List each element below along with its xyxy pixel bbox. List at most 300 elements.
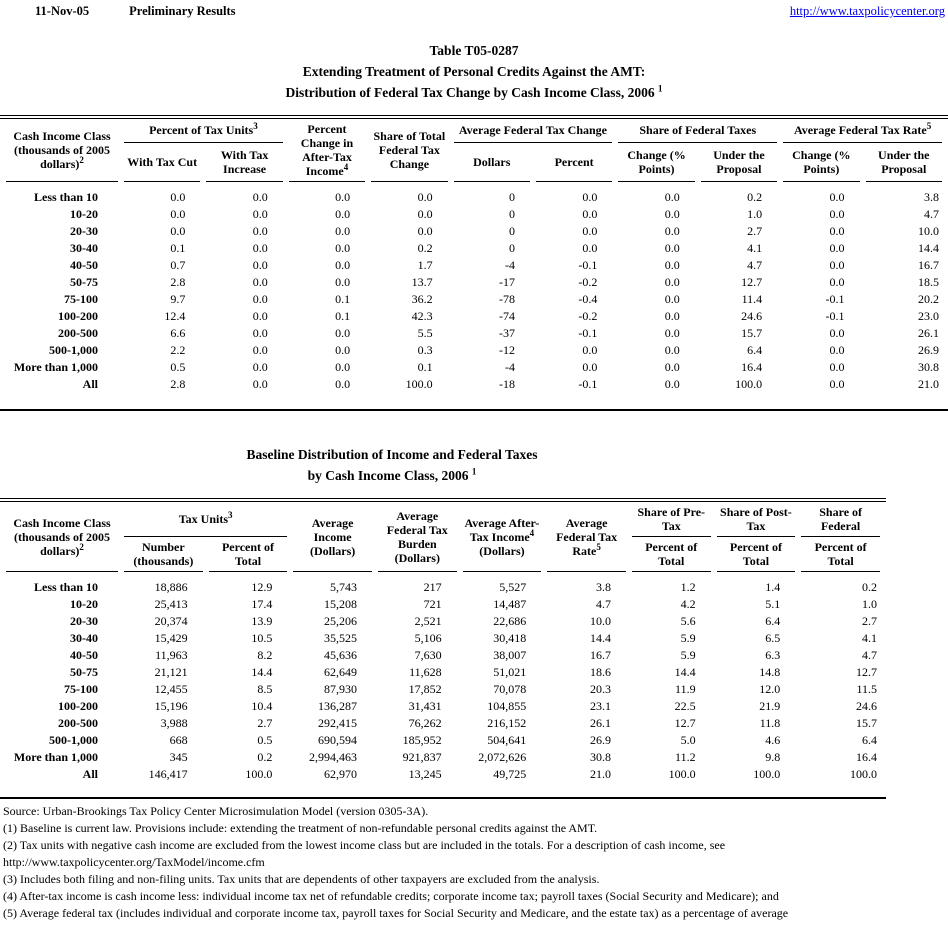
table-row [6,732,880,749]
table-row [6,681,880,698]
row-label: All [82,377,98,391]
table-title-line3: Distribution of Federal Tax Change by Cash Income Class, 2006 $^1$ [285,83,663,100]
data-cell: 0.0 [664,309,680,323]
data-cell: 4.7 [595,597,611,611]
col-header-average-federal-tax-rate: Average Federal Tax Rate$^5$ [547,502,626,572]
footnote-ref-4: 4 [529,527,535,538]
data-cell: -37 [498,326,515,340]
data-cell: 100.0 [245,767,273,781]
data-cell: 11.2 [675,750,696,764]
row-label: 50-75 [70,275,98,289]
taxpolicycenter-link[interactable]: http://www.taxpolicycenter.org [789,4,945,18]
data-cell: 26.9 [918,343,939,357]
data-cell: 45,636 [323,648,357,662]
data-cell: 0.0 [829,377,845,391]
table-row [6,291,942,308]
data-cell: 0.0 [335,258,351,272]
table-number: Table T05-0287 [429,43,519,58]
data-cell: 0.0 [582,207,598,221]
data-cell: 87,930 [323,682,357,696]
row-label: 20-30 [70,614,98,628]
data-cell: 217 [423,580,442,594]
data-cell: 0.1 [335,292,351,306]
data-cell: 0.5 [170,360,186,374]
data-cell: 0.0 [252,360,268,374]
data-cell: 8.5 [257,682,273,696]
data-cell: 2,072,626 [478,750,527,764]
row-label: 40-50 [70,258,98,272]
data-cell: 100.0 [735,377,763,391]
data-cell: 136,287 [317,699,357,713]
table-row [6,630,880,647]
table2-title-line2: by Cash Income Class, 2006 $^1$ [307,466,477,483]
data-cell: -0.1 [825,292,845,306]
data-cell: -17 [498,275,515,289]
status-label: Preliminary Results [129,4,236,18]
col-group-share-of-federal: Share of Federal [801,502,880,537]
col-group-share-of-federal-taxes: Share of Federal Taxes [618,119,777,143]
col-header-pct-change-after-tax-income: Percent Change in After-Tax Income$^4$ [289,119,365,182]
data-cell: 1.7 [417,258,433,272]
data-cell: 10.0 [918,224,939,238]
data-cell: 5,527 [499,580,527,594]
data-cell: 6.4 [862,733,877,747]
data-cell: 0.0 [252,258,268,272]
data-cell: 0.0 [664,326,680,340]
col-header-with-tax-increase: With Tax Increase [206,143,282,182]
col-header-under-the-proposal: Under the Proposal [701,143,777,182]
data-cell: 26.1 [589,716,611,730]
data-cell: 30,418 [493,631,527,645]
baseline-distribution-table [0,498,886,783]
data-cell: 0.0 [417,207,433,221]
data-cell: 62,649 [323,665,357,679]
row-label: 30-40 [70,631,98,645]
col-group-average-federal-tax-rate: Average Federal Tax Rate$^5$ [783,119,942,143]
data-cell: 0.0 [335,377,351,391]
row-label: Less than 10 [33,580,98,594]
footnote-ref-1: 1 [471,466,477,477]
col-header-average-after-tax-income: Average After-Tax Income$^4$ (Dollars) [463,502,542,572]
data-cell: 0.0 [252,190,268,204]
data-cell: 62,970 [323,767,357,781]
data-cell: 15,196 [154,699,188,713]
table1-bottom-rule [0,409,948,411]
col-header-percent-of-total: Percent of Total [209,537,288,572]
col-header-with-tax-cut: With Tax Cut [124,143,200,182]
data-cell: 16.7 [918,258,939,272]
data-cell: 0.2 [257,750,273,764]
data-cell: 0.0 [582,224,598,238]
page-header [0,0,948,19]
data-cell: 0.0 [170,207,186,221]
col-header-share-of-total-change: Share of Total Federal Tax Change [371,119,447,182]
data-cell: 13.9 [251,614,273,628]
data-cell: 3.8 [924,190,939,204]
data-cell: 690,594 [317,733,357,747]
data-cell: 2,994,463 [308,750,357,764]
data-cell: 6.6 [170,326,186,340]
row-label: Less than 10 [33,190,98,204]
data-cell: 10.5 [251,631,273,645]
table-row [6,257,942,274]
table-row [6,274,942,291]
data-cell: 292,415 [317,716,357,730]
table-row [6,325,942,342]
data-cell: 6.3 [765,648,781,662]
data-cell: 3.8 [595,580,611,594]
data-cell: 0.0 [252,292,268,306]
data-cell: 4.7 [747,258,763,272]
data-cell: 0.0 [170,224,186,238]
data-cell: 35,525 [323,631,357,645]
data-cell: 2.2 [170,343,186,357]
footnote-ref-2: 2 [79,155,84,165]
data-cell: 22,686 [493,614,527,628]
data-cell: 0.0 [252,275,268,289]
data-cell: 23.0 [918,309,939,323]
data-cell: 0.0 [829,360,845,374]
data-cell: 0.0 [829,343,845,357]
table-row [6,647,880,664]
data-cell: 13,245 [408,767,442,781]
data-cell: 6.5 [765,631,781,645]
data-cell: 8.2 [257,648,273,662]
data-cell: 12.9 [251,580,273,594]
col-header-average-income: Average Income (Dollars) [293,502,372,572]
col-header-percent-of-total: Percent of Total [801,537,880,572]
data-cell: -18 [498,377,515,391]
footnote-1: (1) Baseline is current law. Provisions include: extending the treatment of non-refundable personal credits against the AMT. [3,821,598,835]
footnote-ref-1: 1 [657,83,663,94]
data-cell: -74 [498,309,515,323]
data-cell: 14,487 [493,597,527,611]
data-cell: 100.0 [850,767,877,781]
data-cell: 18.5 [918,275,939,289]
data-cell: 15.7 [856,716,877,730]
table-row [6,308,942,325]
table-row [6,240,942,257]
table-row [6,596,880,613]
data-cell: 11.5 [856,682,877,696]
data-cell: 1.2 [680,580,696,594]
table2-title-line1: Baseline Distribution of Income and Federal Taxes [246,447,538,462]
data-cell: 0.1 [417,360,433,374]
data-cell: 0.0 [829,241,845,255]
table-row [6,749,880,766]
footnote-ref-5: 5 [596,541,601,552]
row-label: 100-200 [58,699,98,713]
data-cell: 21.9 [759,699,781,713]
data-cell: 0.0 [335,326,351,340]
data-cell: 0.0 [252,377,268,391]
data-cell: 13.7 [411,275,433,289]
row-label: 200-500 [58,326,98,340]
data-cell: 9.7 [170,292,186,306]
data-cell: 23.1 [589,699,611,713]
data-cell: 11.9 [675,682,696,696]
data-cell: 0.0 [664,343,680,357]
row-label: 500-1,000 [49,733,98,747]
data-cell: 15.7 [741,326,763,340]
data-cell: 20.3 [589,682,611,696]
footnote-2: (2) Tax units with negative cash income are excluded from the lowest income class but are included in the totals. For a description of cash income, see [3,838,726,852]
data-cell: 12.7 [856,665,877,679]
col-header-cash-income-class: Cash Income Class (thousands of 2005 dollars)$^2$ [6,119,118,182]
row-label: 50-75 [70,665,98,679]
data-cell: 51,021 [493,665,527,679]
data-cell: 504,641 [487,733,527,747]
data-cell: 4.6 [765,733,781,747]
data-cell: 2.8 [170,275,186,289]
row-label: 75-100 [64,292,98,306]
data-cell: 18,886 [154,580,188,594]
footnote-ref-3: 3 [228,510,233,520]
table1-title [0,40,948,103]
row-label: 500-1,000 [49,343,98,357]
table-row [6,182,942,206]
data-cell: 21.0 [589,767,611,781]
data-cell: -0.1 [825,309,845,323]
data-cell: 11.8 [759,716,781,730]
data-cell: 16.4 [856,750,877,764]
data-cell: 0.0 [582,241,598,255]
footnote-ref-5: 5 [926,121,932,132]
data-cell: 0.0 [252,343,268,357]
footnote-3: (3) Includes both filing and non-filing units. Tax units that are dependents of other taxpayers are excluded from the analysis. [3,872,600,886]
table-row [6,715,880,732]
data-cell: -0.1 [578,326,598,340]
data-cell: 0.0 [829,326,845,340]
data-cell: -0.1 [578,258,598,272]
data-cell: 4.1 [747,241,763,255]
data-cell: 2.7 [747,224,763,238]
data-cell: 5,743 [329,580,357,594]
data-cell: 10.4 [251,699,273,713]
data-cell: 25,413 [154,597,188,611]
data-cell: 30.8 [589,750,611,764]
data-cell: 9.8 [765,750,781,764]
data-cell: 20.2 [918,292,939,306]
data-cell: 0.0 [252,326,268,340]
data-cell: 0.0 [252,309,268,323]
data-cell: 0.0 [664,292,680,306]
data-cell: 30.8 [918,360,939,374]
row-label: 10-20 [70,207,98,221]
data-cell: 20,374 [154,614,188,628]
data-cell: 21,121 [154,665,188,679]
data-cell: 22.5 [674,699,696,713]
data-cell: 216,152 [487,716,527,730]
data-cell: 0.0 [252,224,268,238]
col-header-change-points: Change (% Points) [783,143,859,182]
data-cell: 0.0 [170,190,186,204]
data-cell: 0.0 [335,275,351,289]
footnote-ref-4: 4 [343,162,349,172]
col-header-dollars: Dollars [454,143,530,182]
data-cell: 10.0 [589,614,611,628]
data-cell: 100.0 [753,767,781,781]
data-cell: 2.8 [170,377,186,391]
data-cell: 5.1 [765,597,781,611]
data-cell: 0 [508,190,515,204]
footnote-5: (5) Average federal tax (includes individual and corporate income tax, payroll taxes for Social Security and Medicare, and the estate tax) as a percentage of average [3,906,789,920]
data-cell: 21.0 [918,377,939,391]
data-cell: 0.2 [747,190,763,204]
data-cell: 0.0 [664,224,680,238]
data-cell: 26.1 [918,326,939,340]
data-cell: 0.0 [829,275,845,289]
data-cell: 0.0 [664,190,680,204]
data-cell: 24.6 [856,699,877,713]
data-cell: 5.0 [680,733,696,747]
row-label: More than 1,000 [13,360,98,374]
data-cell: 0.0 [252,207,268,221]
footnote-2-url: http://www.taxpolicycenter.org/TaxModel/income.cfm [3,855,265,869]
data-cell: 0.0 [582,190,598,204]
data-cell: 0.0 [664,241,680,255]
table-row [6,359,942,376]
table2-title [0,444,784,486]
footnote-ref-3: 3 [253,121,258,132]
footnotes [0,803,948,922]
data-cell: -4 [504,258,515,272]
footnote-4: (4) After-tax income is cash income less: individual income tax net of refundable credits; corporate income tax; payroll taxes (Social Security and Medicare); and [3,889,779,903]
data-cell: 1.0 [747,207,763,221]
data-cell: 185,952 [402,733,442,747]
data-cell: 11,963 [155,648,188,662]
data-cell: 14.8 [759,665,781,679]
data-cell: 0.0 [829,207,845,221]
data-cell: 0.0 [335,360,351,374]
table-row [6,342,942,359]
data-cell: 0.3 [417,343,433,357]
col-group-average-federal-tax-change: Average Federal Tax Change [454,119,613,143]
data-cell: -0.2 [578,309,598,323]
data-cell: 6.4 [747,343,763,357]
data-cell: 2,521 [414,614,442,628]
data-cell: 721 [423,597,442,611]
data-cell: 5.5 [417,326,433,340]
data-cell: 24.6 [741,309,763,323]
data-cell: 0.0 [664,275,680,289]
data-cell: 16.4 [741,360,763,374]
row-label: 75-100 [64,682,98,696]
federal-tax-change-table [0,115,948,393]
data-cell: 4.1 [862,631,877,645]
data-cell: 0.0 [664,207,680,221]
row-label: 30-40 [70,241,98,255]
col-group-percent-of-tax-units: Percent of Tax Units$^3$ [124,119,283,143]
data-cell: -12 [498,343,515,357]
data-cell: 921,837 [402,750,442,764]
data-cell: 1.4 [765,580,781,594]
row-label: 40-50 [70,648,98,662]
data-cell: 0.0 [335,224,351,238]
row-label: All [82,767,98,781]
table-row [6,572,880,596]
data-cell: 0.7 [170,258,186,272]
data-cell: 11.4 [741,292,763,306]
table-row [6,206,942,223]
data-cell: 0.1 [335,309,351,323]
data-cell: 0.0 [664,377,680,391]
row-label: 10-20 [70,597,98,611]
table-row [6,664,880,681]
data-cell: 3,988 [160,716,188,730]
data-cell: 38,007 [493,648,527,662]
data-cell: 4.7 [924,207,939,221]
row-label: 200-500 [58,716,98,730]
data-cell: 49,725 [493,767,527,781]
source-note: Source: Urban-Brookings Tax Policy Center Microsimulation Model (version 0305-3A). [3,804,429,818]
col-header-average-federal-tax-burden: Average Federal Tax Burden (Dollars) [378,502,457,572]
data-cell: 76,262 [408,716,442,730]
col-group-share-of-pre-tax: Share of Pre-Tax [632,502,711,537]
data-cell: 100.0 [668,767,696,781]
data-cell: 11,628 [409,665,442,679]
data-cell: 0 [508,207,515,221]
table-row [6,223,942,240]
col-header-change-points: Change (% Points) [618,143,694,182]
table-row [6,766,880,783]
data-cell: 0.0 [829,224,845,238]
date-label: 11-Nov-05 [35,4,90,18]
data-cell: 12.7 [674,716,696,730]
col-group-tax-units: Tax Units$^3$ [124,502,287,537]
data-cell: 0.0 [417,224,433,238]
data-cell: 31,431 [408,699,442,713]
data-cell: 100.0 [405,377,433,391]
col-header-cash-income-class: Cash Income Class (thousands of 2005 dollars)$^2$ [6,502,118,572]
data-cell: 25,206 [323,614,357,628]
data-cell: 0 [508,224,515,238]
col-header-percent-of-total: Percent of Total [632,537,711,572]
data-cell: 0.0 [335,241,351,255]
data-cell: 104,855 [487,699,527,713]
data-cell: 12.4 [164,309,186,323]
data-cell: 0.0 [582,343,598,357]
col-header-under-the-proposal: Under the Proposal [866,143,942,182]
data-cell: 5.6 [680,614,696,628]
data-cell: 17,852 [408,682,442,696]
data-cell: 17.4 [251,597,273,611]
data-cell: 7,630 [414,648,442,662]
row-label: More than 1,000 [13,750,98,764]
data-cell: 0.0 [664,360,680,374]
data-cell: 0.2 [862,580,877,594]
data-cell: 5,106 [414,631,442,645]
data-cell: 36.2 [411,292,433,306]
data-cell: -0.1 [578,377,598,391]
data-cell: 12.0 [759,682,781,696]
data-cell: 0.0 [829,190,845,204]
data-cell: 14.4 [918,241,939,255]
data-cell: 14.4 [674,665,696,679]
data-cell: 18.6 [589,665,611,679]
data-cell: 0.0 [335,207,351,221]
data-cell: 42.3 [411,309,433,323]
table-row [6,613,880,630]
data-cell: 14.4 [251,665,273,679]
data-cell: 0.0 [829,258,845,272]
footnote-ref-2: 2 [79,541,84,552]
data-cell: 14.4 [589,631,611,645]
table-title-line2: Extending Treatment of Personal Credits Against the AMT: [302,64,646,79]
data-cell: 1.0 [862,597,877,611]
data-cell: 16.7 [589,648,611,662]
data-cell: 15,208 [323,597,357,611]
